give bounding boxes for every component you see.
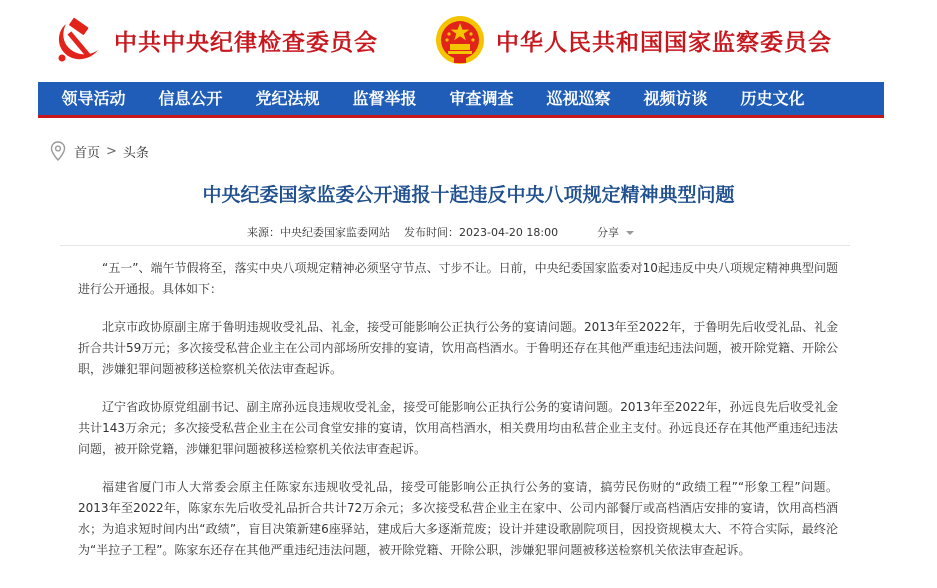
org2-name: 中华人民共和国国家监察委员会 [496, 28, 832, 56]
site-header [0, 0, 937, 82]
national-emblem-icon [434, 14, 486, 66]
nav-item-investigation[interactable]: 审查调查 [449, 89, 514, 108]
breadcrumb-home[interactable]: 首页 [74, 145, 101, 161]
share-button[interactable] [597, 224, 634, 240]
nav-item-video[interactable]: 视频访谈 [643, 89, 708, 108]
party-emblem-icon [52, 14, 104, 66]
breadcrumb-current[interactable]: 头条 [122, 145, 149, 161]
org1-name: 中共中央纪律检查委员会 [114, 28, 378, 56]
nav-item-leadership[interactable]: 领导活动 [61, 89, 126, 108]
nav-item-disclosure[interactable]: 信息公开 [158, 89, 223, 108]
nav-item-report[interactable]: 监督举报 [352, 89, 417, 108]
article-source: 来源：中央纪委国家监委网站 [247, 226, 390, 239]
location-pin-icon [50, 141, 66, 161]
article-body [78, 258, 838, 578]
article-paragraph: 福建省厦门市人大常委会原主任陈家东违规收受礼品，接受可能影响公正执行公务的宴请，搞劳民伤财的“政绩工程”“形象工程”问题。2013年至2022年，陈家东先后收受礼品折合共计72万余元；多次接受私营企业主在家中、公司内部餐厅或高档酒店安排的宴请，饮用高档酒水；为追求短时间内出“政绩”，盲目决策新建6座驿站，建成后大多逐渐荒废；设计并建设歌剧院项目，因投资规模太大、不符合实际，最终沦为“半拉子工程”。陈家东还存在其他严重违纪违法问题，被开除党籍、开除公职，涉嫌犯罪问题被移送检察机关依法审查起诉。 [78, 480, 838, 557]
meta-divider [60, 245, 850, 246]
breadcrumb [50, 141, 149, 161]
caret-down-icon [626, 230, 634, 236]
nav-item-regulations[interactable]: 党纪法规 [255, 89, 320, 108]
article-title: 中央纪委国家监委公开通报十起违反中央八项规定精神典型问题 [202, 184, 735, 206]
nav-item-inspection[interactable]: 巡视巡察 [546, 89, 611, 108]
share-label: 分享 [597, 226, 619, 239]
org-nsc[interactable] [434, 14, 832, 66]
breadcrumb-separator: > [106, 143, 117, 159]
article-paragraph: 辽宁省政协原党组副书记、副主席孙远良违规收受礼金，接受可能影响公正执行公务的宴请问题。2013年至2022年，孙远良先后收受礼金共计143万余元；多次接受私营企业主在公司食堂安排的宴请，饮用高档酒水，相关费用均由私营企业主支付。孙远良还存在其他严重违纪违法问题，被开除党籍，涉嫌犯罪问题被移送检察机关依法审查起诉。 [78, 400, 838, 456]
nav-item-history[interactable]: 历史文化 [740, 89, 805, 108]
publish-time: 发布时间：2023-04-20 18:00 [404, 226, 559, 239]
article-paragraph: “五一”、端午节假将至，落实中央八项规定精神必须坚守节点、寸步不让。日前，中央纪委国家监委对10起违反中央八项规定精神典型问题进行公开通报。具体如下： [78, 261, 838, 296]
main-nav [38, 82, 884, 118]
article-paragraph: 北京市政协原副主席于鲁明违规收受礼品、礼金，接受可能影响公正执行公务的宴请问题。2013年至2022年，于鲁明先后收受礼品、礼金折合共计59万元；多次接受私营企业主在公司内部场所安排的宴请，饮用高档酒水。于鲁明还存在其他严重违纪违法问题，被开除党籍、开除公职，涉嫌犯罪问题被移送检察机关依法审查起诉。 [78, 320, 838, 376]
org-ccdi[interactable] [52, 14, 378, 66]
